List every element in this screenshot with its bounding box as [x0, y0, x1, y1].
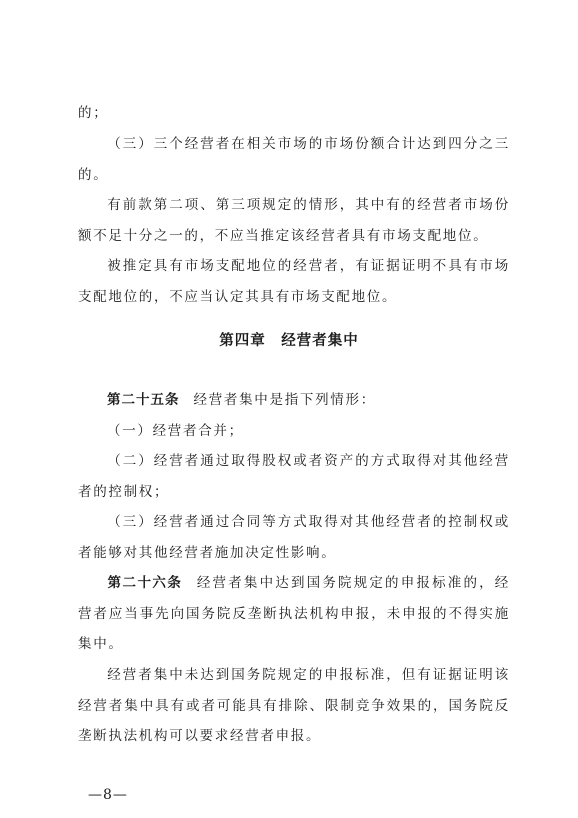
- paragraph-rebuttal: [78, 251, 510, 312]
- paragraph-below-threshold: [78, 660, 510, 752]
- article-25: [78, 385, 510, 416]
- article-label: 第二十五条: [107, 392, 180, 408]
- list-item-two: [78, 446, 510, 507]
- paragraph-text: 经营者集中未达到国务院规定的申报标准，但有证据证明该经营者集中具有或者可能具有排除、限制竞争效果的，国务院反垄断执法机构可以要求经营者申报。: [78, 667, 510, 744]
- paragraph-continuation: [78, 98, 510, 129]
- chapter-heading: 第四章 经营者集中: [219, 333, 359, 349]
- page-number: —8—: [88, 787, 128, 803]
- article-26: [78, 568, 510, 660]
- paragraph-text: 有前款第二项、第三项规定的情形，其中有的经营者市场份额不足十分之一的，不应当推定该经营者具有市场支配地位。: [78, 197, 510, 244]
- article-text: 经营者集中是指下列情形：: [193, 392, 376, 408]
- paragraph-item-three: [78, 129, 510, 190]
- paragraph-exception: [78, 190, 510, 251]
- paragraph-text: （一）经营者合并；: [107, 423, 244, 439]
- paragraph-text: 的；: [78, 105, 109, 121]
- paragraph-text: 被推定具有市场支配地位的经营者，有证据证明不具有市场支配地位的，不应当认定其具有市场支配地位。: [78, 258, 510, 305]
- article-label: 第二十六条: [107, 575, 183, 591]
- list-item-three: [78, 507, 510, 568]
- article-text: 经营者集中达到国务院规定的申报标准的，经营者应当事先向国务院反垄断执法机构申报，未申报的不得实施集中。: [78, 575, 511, 652]
- paragraph-text: （二）经营者通过取得股权或者资产的方式取得对其他经营者的控制权；: [78, 453, 510, 500]
- paragraph-text: （三）经营者通过合同等方式取得对其他经营者的控制权或者能够对其他经营者施加决定性影响。: [78, 514, 510, 561]
- list-item-one: [78, 416, 510, 447]
- paragraph-text: （三）三个经营者在相关市场的市场份额合计达到四分之三的。: [78, 136, 510, 183]
